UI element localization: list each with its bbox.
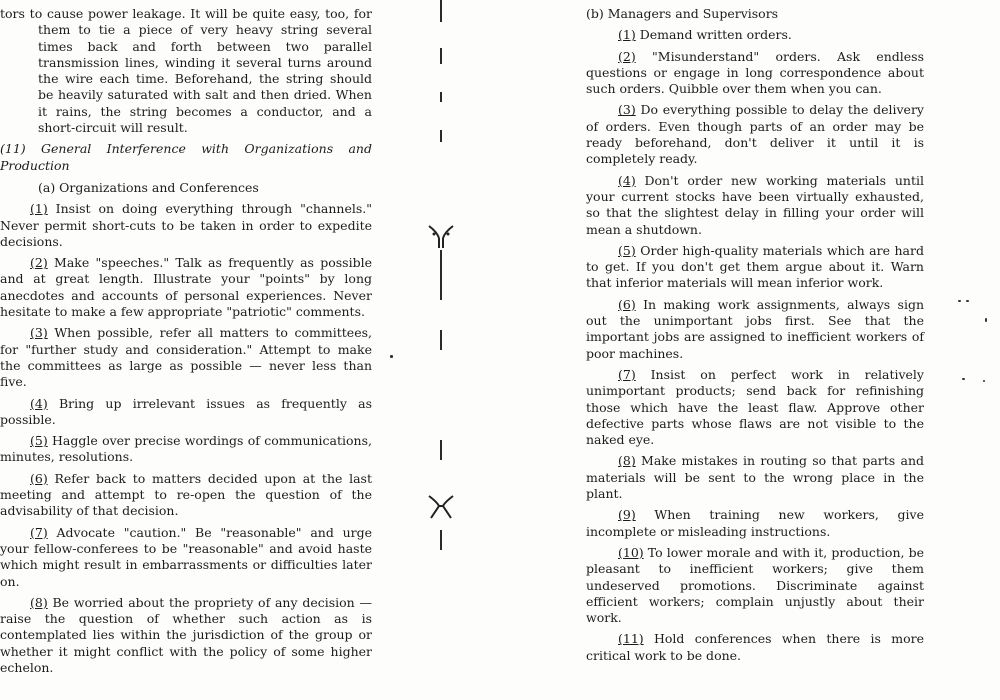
item-text: Don't order new working materials until your current stocks have been virtually exhausted, so that the slightest delay in filling your order will mean a shutdown. [586, 172, 924, 237]
list-item [586, 507, 924, 540]
list-item [586, 49, 924, 98]
item-number: (6) [30, 470, 48, 486]
subsection-heading-a: (a) Organizations and Conferences [38, 179, 259, 195]
fold-segment [440, 250, 442, 300]
list-item [0, 595, 372, 676]
list-item [586, 367, 924, 448]
fold-segment [440, 92, 442, 102]
item-text: "Misunderstand" orders. Ask endless questions or engage in long correspondence about such orders. Quibble over them when you can. [586, 48, 924, 97]
item-text: Insist on perfect work in relatively unimportant products; send back for refinishing those which have the least flaw. Approve other defective parts whose flaws are not visible to the naked eye. [586, 366, 924, 448]
item-text: Insist on doing everything through "channels." Never permit short-cuts to be taken in order to expedite decisions. [0, 201, 372, 249]
list-item [586, 173, 924, 238]
list-item [0, 396, 372, 429]
item-text: Do everything possible to delay the delivery of orders. Even though parts of an order may be ready beforehand, don't deliver it until it is completely ready. [586, 102, 924, 167]
item-number: (3) [30, 325, 48, 341]
item-text: Make "speeches." Talk as frequently as possible and at great length. Illustrate your "points" by long anecdotes and accounts of personal experiences. Never hesitate to make a few appropriate "patriotic" comments. [0, 255, 372, 320]
left-column [0, 6, 372, 676]
item-text: Bring up irrelevant issues as frequently as possible. [0, 395, 372, 427]
item-text: Be worried about the propriety of any decision — raise the question of whether such action as is contemplated lies within the jurisdiction of the group or whether it might conflict with the policy of some higher echelon. [0, 594, 372, 675]
item-number: (1) [618, 27, 636, 43]
item-text: When possible, refer all matters to committees, for "further study and consideration." Attempt to make the committees as large as possible — never less than five. [0, 325, 372, 390]
section-title: General Interference with Organizations and Production [0, 141, 372, 173]
item-text: To lower morale and with it, production, be pleasant to inefficient workers; give them undeserved promotions. Discriminate against efficient workers; complain unjustly about their work. [586, 544, 924, 626]
item-number: (8) [618, 453, 636, 469]
list-item [0, 433, 372, 466]
item-number: (4) [30, 395, 48, 411]
item-number: (1) [30, 201, 48, 217]
item-number: (2) [618, 48, 636, 64]
list-item [0, 471, 372, 520]
right-column [586, 6, 924, 664]
item-number: (3) [618, 102, 636, 118]
item-number: (2) [30, 255, 48, 271]
item-text: Advocate "caution." Be "reasonable" and urge your fellow-conferees to be "reasonable" and avoid haste which might result in embarrassments or difficulties later on. [0, 524, 372, 589]
list-item [0, 201, 372, 250]
item-text: Order high-quality materials which are hard to get. If you don't get them argue about it. Warn that inferior materials will mean inferior work. [586, 242, 924, 291]
binding-clip-icon [425, 492, 457, 522]
item-number: (7) [30, 524, 48, 540]
right-item-list [586, 27, 924, 664]
item-number: (5) [30, 433, 48, 449]
item-text: Demand written orders. [639, 27, 792, 43]
left-item-list [0, 201, 372, 676]
fold-segment [440, 0, 442, 22]
list-item [586, 453, 924, 502]
item-text: When training new workers, give incomplete or misleading instructions. [586, 507, 924, 539]
scan-speck [958, 300, 961, 302]
intro-paragraph [0, 6, 372, 136]
list-item [586, 631, 924, 664]
item-number: (5) [618, 242, 636, 258]
item-number: (10) [618, 544, 644, 560]
list-item [586, 27, 924, 43]
item-text: In making work assignments, always sign out the unimportant jobs first. See that the important jobs are assigned to inefficient workers of poor machines. [586, 296, 924, 361]
section-heading [0, 141, 372, 174]
section-number: (11) [0, 141, 26, 157]
item-number: (6) [618, 296, 636, 312]
intro-paragraph-text: tors to cause power leakage. It will be quite easy, too, for them to tie a piece of very heavy string several times back and forth between two parallel transmission lines, winding it several turns around the wire each time. Beforehand, the string should be heavily saturated with salt and then dried. When it rains, the string becomes a conductor, and a short-circuit will result. [0, 6, 372, 136]
list-item [0, 255, 372, 320]
item-number: (8) [30, 594, 48, 610]
fold-segment [440, 440, 442, 460]
binding-clip-icon [425, 220, 457, 250]
fold-segment [440, 330, 442, 350]
scan-speck [983, 380, 985, 382]
item-number: (9) [618, 507, 636, 523]
list-item [0, 325, 372, 390]
list-item [0, 525, 372, 590]
list-item [586, 102, 924, 167]
list-item [586, 297, 924, 362]
fold-segment [440, 530, 442, 550]
page-fold-line [440, 0, 442, 700]
item-text: Haggle over precise wordings of communications, minutes, resolutions. [0, 433, 372, 465]
item-number: (11) [618, 631, 644, 647]
item-number: (7) [618, 366, 636, 382]
scan-speck [985, 318, 987, 322]
scan-speck [966, 300, 969, 302]
list-item [586, 243, 924, 292]
item-number: (4) [618, 172, 636, 188]
scan-speck [962, 378, 965, 380]
item-text: Make mistakes in routing so that parts and materials will be sent to the wrong place in the plant. [586, 453, 925, 502]
item-text: Hold conferences when there is more critical work to be done. [586, 631, 924, 663]
subsection-heading-b: (b) Managers and Supervisors [586, 6, 779, 21]
list-item [586, 545, 924, 626]
fold-segment [440, 48, 442, 64]
item-text: Refer back to matters decided upon at the last meeting and attempt to re-open the question of the advisability of that decision. [0, 470, 373, 519]
scan-speck [390, 355, 393, 358]
fold-segment [440, 130, 442, 142]
